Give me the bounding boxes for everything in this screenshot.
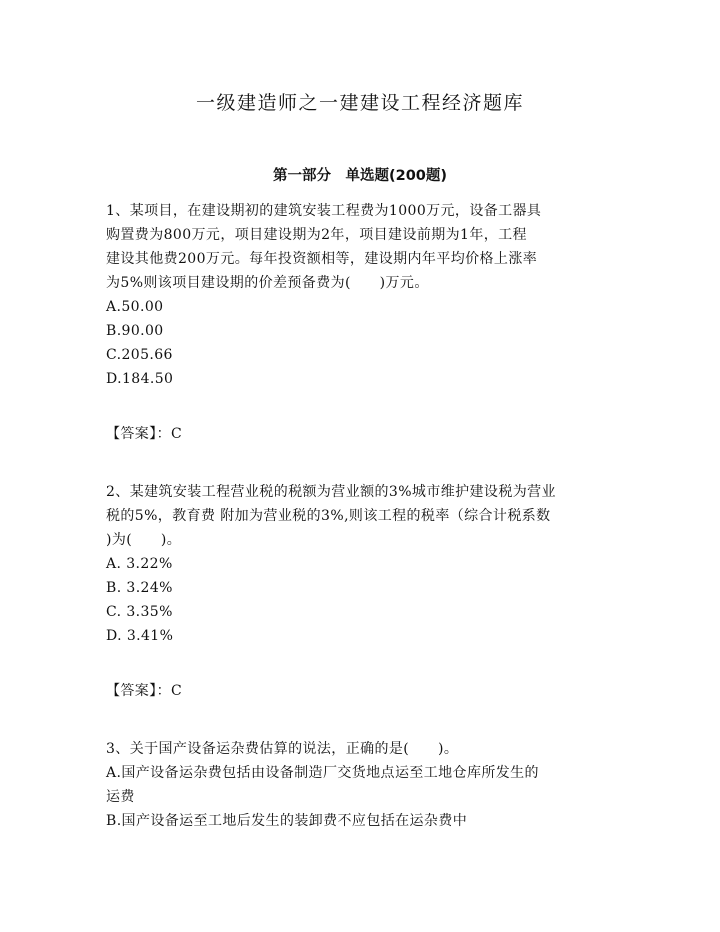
question-3-option-a-continued: 运费 bbox=[106, 789, 135, 805]
question-2-stem-line: 税的5%，教育费 附加为营业税的3%,则该工程的税率（综合计税系数 bbox=[106, 508, 551, 524]
question-2-option-c: C. 3.35% bbox=[106, 604, 173, 620]
question-1-option-b: B.90.00 bbox=[106, 323, 164, 339]
question-1-stem-line: 为5%则该项目建设期的价差预备费为( )万元。 bbox=[106, 275, 429, 291]
question-1-stem-line: 购置费为800万元，项目建设期为2年，项目建设前期为1年，工程 bbox=[106, 227, 527, 243]
question-3-option-b: B.国产设备运至工地后发生的装卸费不应包括在运杂费中 bbox=[106, 813, 468, 829]
question-3 bbox=[106, 737, 618, 833]
question-1-answer: 【答案】：C bbox=[106, 426, 183, 442]
document-title: 一级建造师之一建建设工程经济题库 bbox=[195, 92, 524, 114]
section-title: 第一部分 单选题(200题) bbox=[272, 168, 448, 184]
question-2-option-b: B. 3.24% bbox=[106, 580, 173, 596]
question-1-stem-line: 1、某项目，在建设期初的建筑安装工程费为1000万元，设备工器具 bbox=[106, 203, 542, 219]
question-1-option-d: D.184.50 bbox=[106, 371, 174, 387]
question-1-option-a: A.50.00 bbox=[106, 299, 164, 315]
question-3-stem-line: 3、关于国产设备运杂费估算的说法，正确的是( )。 bbox=[106, 741, 459, 757]
question-2-option-a: A. 3.22% bbox=[106, 556, 173, 572]
question-2-answer: 【答案】：C bbox=[106, 683, 183, 699]
question-2 bbox=[106, 480, 618, 648]
question-1-stem-line: 建设其他费200万元。每年投资额相等，建设期内年平均价格上涨率 bbox=[106, 251, 538, 267]
question-1 bbox=[106, 199, 618, 391]
question-2-option-d: D. 3.41% bbox=[106, 628, 174, 644]
question-1-option-c: C.205.66 bbox=[106, 347, 173, 363]
question-2-stem-line: 2、某建筑安装工程营业税的税额为营业额的3%城市维护建设税为营业 bbox=[106, 484, 556, 500]
question-3-option-a: A.国产设备运杂费包括由设备制造厂交货地点运至工地仓库所发生的 bbox=[106, 765, 539, 781]
question-2-stem-line: )为( )。 bbox=[106, 532, 182, 548]
